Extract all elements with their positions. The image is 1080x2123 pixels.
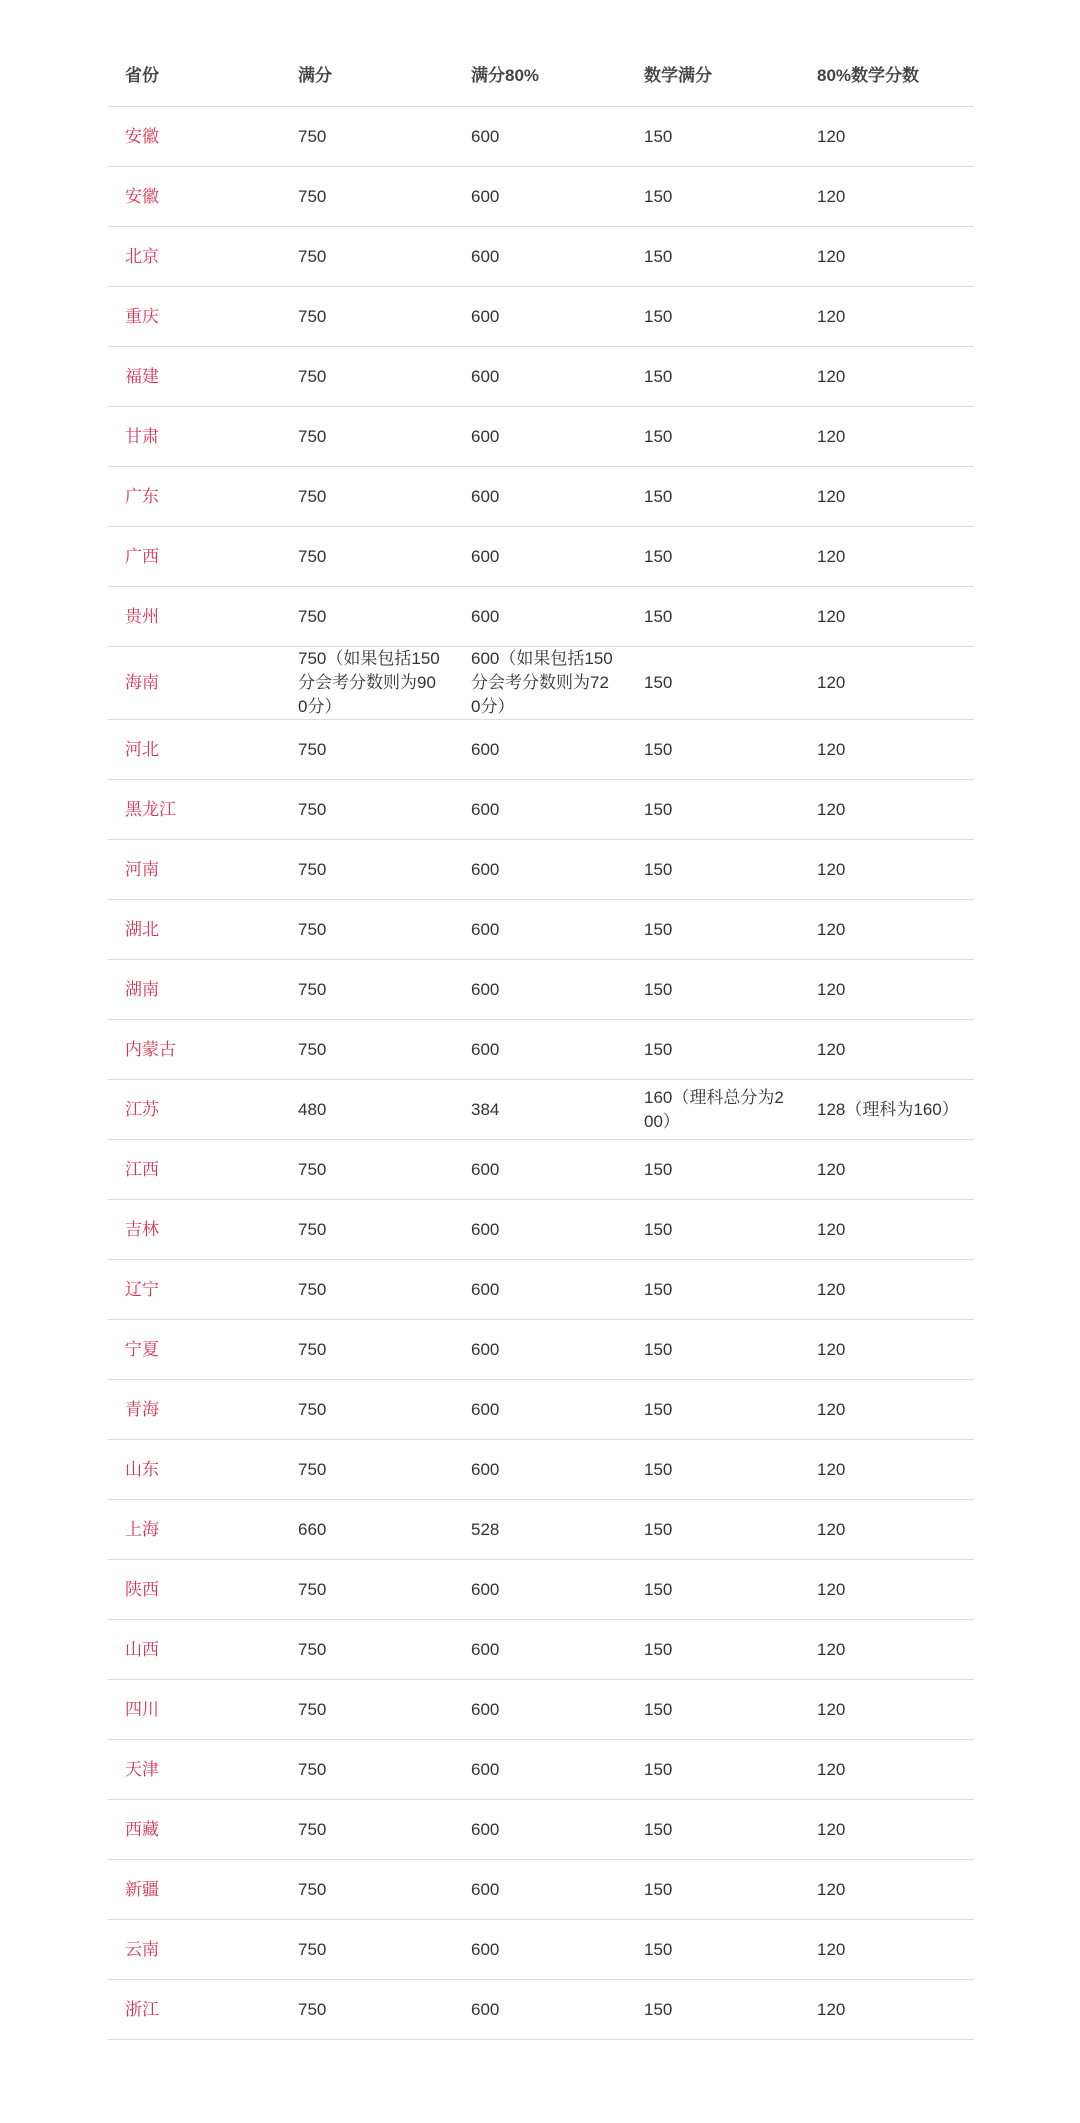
province-cell[interactable]: 天津 [108,1740,281,1800]
header-row [108,45,974,107]
math-score-80-cell: 120 [800,347,974,407]
table-row [108,1260,974,1320]
header-full-score: 满分 [281,45,454,107]
province-cell[interactable]: 安徽 [108,167,281,227]
table-row [108,107,974,167]
table-row [108,720,974,780]
full-score-80-cell: 600 [454,1380,627,1440]
table-row [108,1560,974,1620]
full-score-80-cell: 600 [454,900,627,960]
province-cell[interactable]: 河南 [108,840,281,900]
math-full-score-cell: 150 [627,467,800,527]
province-cell[interactable]: 江苏 [108,1080,281,1140]
math-full-score-cell: 150 [627,1140,800,1200]
table-row [108,840,974,900]
math-score-80-cell: 120 [800,647,974,720]
math-score-80-cell: 120 [800,1500,974,1560]
full-score-80-cell: 600 [454,107,627,167]
math-score-80-cell: 120 [800,840,974,900]
province-cell[interactable]: 山东 [108,1440,281,1500]
math-score-80-cell: 120 [800,167,974,227]
math-score-80-cell: 120 [800,1380,974,1440]
math-full-score-cell: 150 [627,1320,800,1380]
full-score-80-cell: 600 [454,1020,627,1080]
table-row [108,1200,974,1260]
table-row [108,1380,974,1440]
full-score-cell: 480 [281,1080,454,1140]
full-score-cell: 750 [281,1380,454,1440]
full-score-cell: 750 [281,1740,454,1800]
table-header [108,45,974,107]
province-cell[interactable]: 广西 [108,527,281,587]
table-row [108,1140,974,1200]
math-score-80-cell: 120 [800,407,974,467]
full-score-80-cell: 600 [454,587,627,647]
math-score-80-cell: 120 [800,227,974,287]
table-row [108,1980,974,2040]
full-score-80-cell: 600 [454,527,627,587]
full-score-cell: 750 [281,840,454,900]
math-score-80-cell: 120 [800,780,974,840]
table-row [108,347,974,407]
header-province: 省份 [108,45,281,107]
province-cell[interactable]: 湖北 [108,900,281,960]
full-score-80-cell: 600 [454,407,627,467]
score-table [108,45,974,2040]
math-full-score-cell: 150 [627,347,800,407]
math-score-80-cell: 120 [800,1200,974,1260]
full-score-80-cell: 600 [454,1260,627,1320]
table-row [108,1920,974,1980]
math-full-score-cell: 150 [627,647,800,720]
table-row [108,900,974,960]
province-cell[interactable]: 上海 [108,1500,281,1560]
math-full-score-cell: 150 [627,1680,800,1740]
full-score-80-cell: 528 [454,1500,627,1560]
math-score-80-cell: 120 [800,1680,974,1740]
math-full-score-cell: 150 [627,1620,800,1680]
table-row [108,1740,974,1800]
math-score-80-cell: 120 [800,1980,974,2040]
table-row [108,1860,974,1920]
math-full-score-cell: 150 [627,527,800,587]
full-score-cell: 750 [281,587,454,647]
province-cell[interactable]: 内蒙古 [108,1020,281,1080]
province-cell[interactable]: 江西 [108,1140,281,1200]
math-full-score-cell: 150 [627,780,800,840]
math-score-80-cell: 120 [800,467,974,527]
full-score-cell: 750 [281,1320,454,1380]
table-row [108,407,974,467]
full-score-80-cell: 600 [454,1740,627,1800]
math-full-score-cell: 150 [627,1200,800,1260]
math-score-80-cell: 120 [800,1260,974,1320]
math-full-score-cell: 150 [627,1980,800,2040]
header-full-score-80: 满分80% [454,45,627,107]
math-full-score-cell: 150 [627,107,800,167]
math-full-score-cell: 150 [627,960,800,1020]
province-cell[interactable]: 宁夏 [108,1320,281,1380]
full-score-cell: 750 [281,1920,454,1980]
full-score-cell: 750 [281,960,454,1020]
full-score-80-cell: 600 [454,1860,627,1920]
full-score-cell: 750 [281,1980,454,2040]
province-cell[interactable]: 福建 [108,347,281,407]
math-full-score-cell: 150 [627,1740,800,1800]
math-score-80-cell: 120 [800,527,974,587]
math-score-80-cell: 120 [800,1020,974,1080]
province-cell[interactable]: 青海 [108,1380,281,1440]
math-score-80-cell: 128（理科为160） [800,1080,974,1140]
full-score-cell: 750 [281,1560,454,1620]
full-score-cell: 750 [281,900,454,960]
math-score-80-cell: 120 [800,1740,974,1800]
table-row [108,587,974,647]
full-score-80-cell: 600 [454,1560,627,1620]
math-full-score-cell: 150 [627,1800,800,1860]
full-score-cell: 660 [281,1500,454,1560]
full-score-80-cell: 600 [454,1680,627,1740]
math-score-80-cell: 120 [800,1620,974,1680]
full-score-80-cell: 600 [454,1800,627,1860]
math-full-score-cell: 150 [627,167,800,227]
full-score-80-cell: 600 [454,780,627,840]
full-score-80-cell: 600 [454,1140,627,1200]
table-row [108,647,974,720]
math-full-score-cell: 150 [627,1440,800,1500]
full-score-cell: 750 [281,1200,454,1260]
math-full-score-cell: 150 [627,1860,800,1920]
full-score-cell: 750 [281,1140,454,1200]
full-score-cell: 750 [281,467,454,527]
full-score-80-cell: 600 [454,167,627,227]
math-full-score-cell: 150 [627,1260,800,1320]
math-full-score-cell: 150 [627,720,800,780]
full-score-cell: 750 [281,287,454,347]
table-body [108,107,974,2040]
full-score-80-cell: 600 [454,1200,627,1260]
score-table-container [108,0,974,2040]
full-score-80-cell: 600 [454,840,627,900]
header-math-score-80: 80%数学分数 [800,45,974,107]
math-score-80-cell: 120 [800,1800,974,1860]
math-full-score-cell: 150 [627,1560,800,1620]
math-full-score-cell: 150 [627,1020,800,1080]
full-score-cell: 750 [281,720,454,780]
province-cell[interactable]: 云南 [108,1920,281,1980]
full-score-cell: 750 [281,1680,454,1740]
province-cell[interactable]: 安徽 [108,107,281,167]
full-score-80-cell: 600 [454,467,627,527]
math-full-score-cell: 160（理科总分为200） [627,1080,800,1140]
math-full-score-cell: 150 [627,840,800,900]
province-cell[interactable]: 海南 [108,647,281,720]
math-score-80-cell: 120 [800,1320,974,1380]
table-row [108,1500,974,1560]
province-cell[interactable]: 广东 [108,467,281,527]
full-score-cell: 750 [281,227,454,287]
full-score-80-cell: 600 [454,1920,627,1980]
full-score-80-cell: 600 [454,347,627,407]
full-score-cell: 750 [281,780,454,840]
math-full-score-cell: 150 [627,1920,800,1980]
table-row [108,960,974,1020]
province-cell[interactable]: 重庆 [108,287,281,347]
full-score-cell: 750 [281,1620,454,1680]
province-cell[interactable]: 辽宁 [108,1260,281,1320]
table-row [108,527,974,587]
full-score-cell: 750 [281,1800,454,1860]
math-full-score-cell: 150 [627,227,800,287]
math-score-80-cell: 120 [800,1860,974,1920]
header-math-full-score: 数学满分 [627,45,800,107]
math-score-80-cell: 120 [800,1440,974,1500]
full-score-80-cell: 600 [454,287,627,347]
province-cell[interactable]: 西藏 [108,1800,281,1860]
full-score-cell: 750 [281,407,454,467]
full-score-80-cell: 384 [454,1080,627,1140]
math-full-score-cell: 150 [627,407,800,467]
province-cell[interactable]: 黑龙江 [108,780,281,840]
table-row [108,1620,974,1680]
table-row [108,167,974,227]
table-row [108,467,974,527]
full-score-80-cell: 600 [454,227,627,287]
table-row [108,1080,974,1140]
province-cell[interactable]: 新疆 [108,1860,281,1920]
math-score-80-cell: 120 [800,1560,974,1620]
table-row [108,227,974,287]
province-cell[interactable]: 河北 [108,720,281,780]
full-score-80-cell: 600 [454,960,627,1020]
full-score-cell: 750 [281,107,454,167]
full-score-80-cell: 600 [454,1320,627,1380]
table-row [108,1440,974,1500]
math-full-score-cell: 150 [627,1380,800,1440]
full-score-80-cell: 600 [454,1440,627,1500]
full-score-cell: 750 [281,1860,454,1920]
table-row [108,780,974,840]
table-row [108,1680,974,1740]
province-cell[interactable]: 四川 [108,1680,281,1740]
math-score-80-cell: 120 [800,107,974,167]
province-cell[interactable]: 山西 [108,1620,281,1680]
province-cell[interactable]: 浙江 [108,1980,281,2040]
math-full-score-cell: 150 [627,1500,800,1560]
full-score-cell: 750（如果包括150分会考分数则为900分） [281,647,454,720]
province-cell[interactable]: 陕西 [108,1560,281,1620]
province-cell[interactable]: 湖南 [108,960,281,1020]
math-score-80-cell: 120 [800,1920,974,1980]
full-score-80-cell: 600（如果包括150分会考分数则为720分） [454,647,627,720]
full-score-80-cell: 600 [454,1980,627,2040]
full-score-80-cell: 600 [454,720,627,780]
math-score-80-cell: 120 [800,720,974,780]
table-row [108,1020,974,1080]
full-score-cell: 750 [281,167,454,227]
province-cell[interactable]: 贵州 [108,587,281,647]
full-score-cell: 750 [281,527,454,587]
math-full-score-cell: 150 [627,900,800,960]
full-score-cell: 750 [281,1020,454,1080]
full-score-80-cell: 600 [454,1620,627,1680]
table-row [108,287,974,347]
math-full-score-cell: 150 [627,587,800,647]
math-score-80-cell: 120 [800,1140,974,1200]
full-score-cell: 750 [281,347,454,407]
math-score-80-cell: 120 [800,587,974,647]
math-full-score-cell: 150 [627,287,800,347]
province-cell[interactable]: 北京 [108,227,281,287]
math-score-80-cell: 120 [800,960,974,1020]
math-score-80-cell: 120 [800,900,974,960]
full-score-cell: 750 [281,1440,454,1500]
province-cell[interactable]: 甘肃 [108,407,281,467]
table-row [108,1320,974,1380]
province-cell[interactable]: 吉林 [108,1200,281,1260]
full-score-cell: 750 [281,1260,454,1320]
table-row [108,1800,974,1860]
math-score-80-cell: 120 [800,287,974,347]
